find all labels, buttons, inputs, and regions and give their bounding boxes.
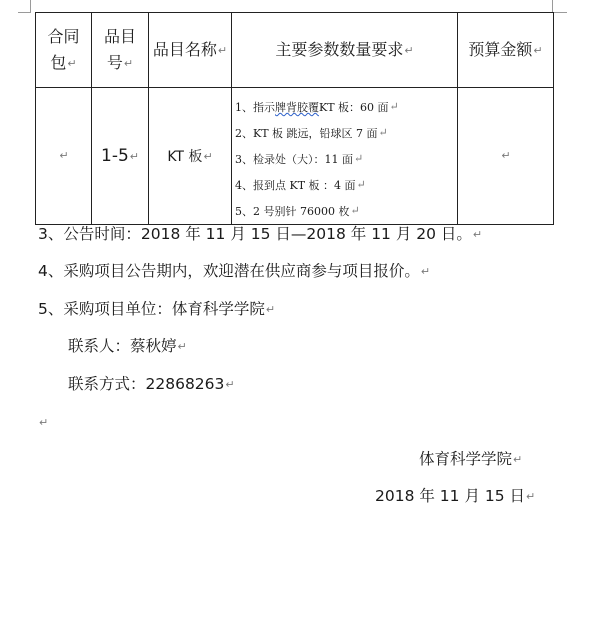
cell-item-name-value: KT 板 — [167, 149, 203, 165]
paragraph-mark: ↵ — [472, 228, 483, 241]
paragraph-mark: ↵ — [67, 56, 77, 70]
header-item-number-line1: 品目 — [103, 26, 136, 46]
paragraph-mark: ↵ — [217, 43, 228, 57]
paragraph-mark: ↵ — [265, 303, 276, 316]
header-contract-package-line2: 包 — [50, 52, 67, 72]
paragraph-mark: ↵ — [526, 490, 536, 503]
paragraph-mark: ↵ — [389, 100, 399, 113]
header-item-number-line2: 号 — [106, 52, 123, 72]
cell-item-name — [149, 88, 232, 225]
paragraph-mark: ↵ — [123, 56, 134, 70]
cell-budget — [458, 88, 554, 225]
spellcheck-underline: 牌背胶覆 — [275, 101, 319, 114]
paragraph-mark: ↵ — [513, 453, 523, 466]
paragraph-mark: ↵ — [129, 150, 139, 163]
header-item-name — [149, 13, 232, 88]
paragraph-mark: ↵ — [39, 416, 49, 429]
header-budget-label: 预算金额 — [468, 39, 533, 59]
contact-phone — [68, 374, 235, 395]
cell-item-number-value: 1-5 — [101, 146, 129, 166]
paragraph-mark: ↵ — [225, 378, 235, 391]
cell-item-number — [92, 88, 149, 225]
cell-requirements — [232, 88, 458, 225]
paragraph-mark: ↵ — [177, 340, 187, 353]
supplier-invitation: 4、采购项目公告期内，欢迎潜在供应商参与项目报价。 — [38, 262, 420, 280]
contact-person-text: 联系人：蔡秋婷 — [68, 337, 177, 355]
table-header-row — [36, 13, 554, 88]
paragraph-mark: ↵ — [420, 265, 431, 278]
header-budget — [458, 13, 554, 88]
requirement-line: 2、KT 板 跳远，铅球区 7 面↵ — [235, 126, 388, 140]
table-row — [36, 88, 554, 225]
signature-org-text: 体育科学学院 — [419, 450, 513, 468]
requirement-line: 1、指示牌背胶覆KT 板：60 面↵ — [235, 100, 399, 114]
header-contract-package-line1: 合同 — [47, 26, 80, 46]
paragraph-mark: ↵ — [404, 43, 414, 57]
header-item-name-label: 品目名称 — [152, 39, 217, 59]
paragraph-mark: ↵ — [356, 178, 366, 191]
margin-corner-top-right — [552, 0, 567, 13]
signature-organization — [419, 449, 522, 470]
procuring-unit: 5、采购项目单位：体育科学学院 — [38, 300, 265, 318]
paragraph-mark: ↵ — [501, 149, 511, 162]
paragraph-mark: ↵ — [203, 150, 213, 163]
paragraph-mark: ↵ — [533, 43, 543, 57]
notice-item-4 — [38, 261, 430, 282]
signature-date-text: 2018 年 11 月 15 日 — [375, 487, 526, 505]
header-contract-package — [36, 13, 92, 88]
requirement-line: 3、检录处（大）：11 面↵ — [235, 152, 364, 166]
cell-contract-package — [36, 88, 92, 225]
paragraph-mark: ↵ — [378, 126, 388, 139]
paragraph-mark: ↵ — [350, 204, 360, 217]
notice-item-5 — [38, 299, 275, 320]
header-item-number — [92, 13, 149, 88]
paragraph-mark: ↵ — [354, 152, 364, 165]
contact-person — [68, 336, 187, 357]
paragraph-mark: ↵ — [59, 149, 69, 162]
contact-phone-text: 联系方式：22868263 — [68, 375, 225, 393]
notice-item-3 — [38, 224, 482, 245]
requirement-line: 5、2 号别针 76000 枚↵ — [235, 204, 360, 218]
announcement-period: 3、公告时间：2018 年 11 月 15 日—2018 年 11 月 20 日。 — [38, 225, 472, 243]
requirement-line: 4、报到点 KT 板 ：4 面↵ — [235, 178, 366, 192]
margin-corner-top-left — [18, 0, 31, 13]
header-requirements — [232, 13, 458, 88]
empty-paragraph — [38, 412, 48, 433]
procurement-table — [35, 12, 554, 225]
header-requirements-label: 主要参数数量要求 — [275, 39, 404, 59]
signature-date — [375, 486, 535, 507]
